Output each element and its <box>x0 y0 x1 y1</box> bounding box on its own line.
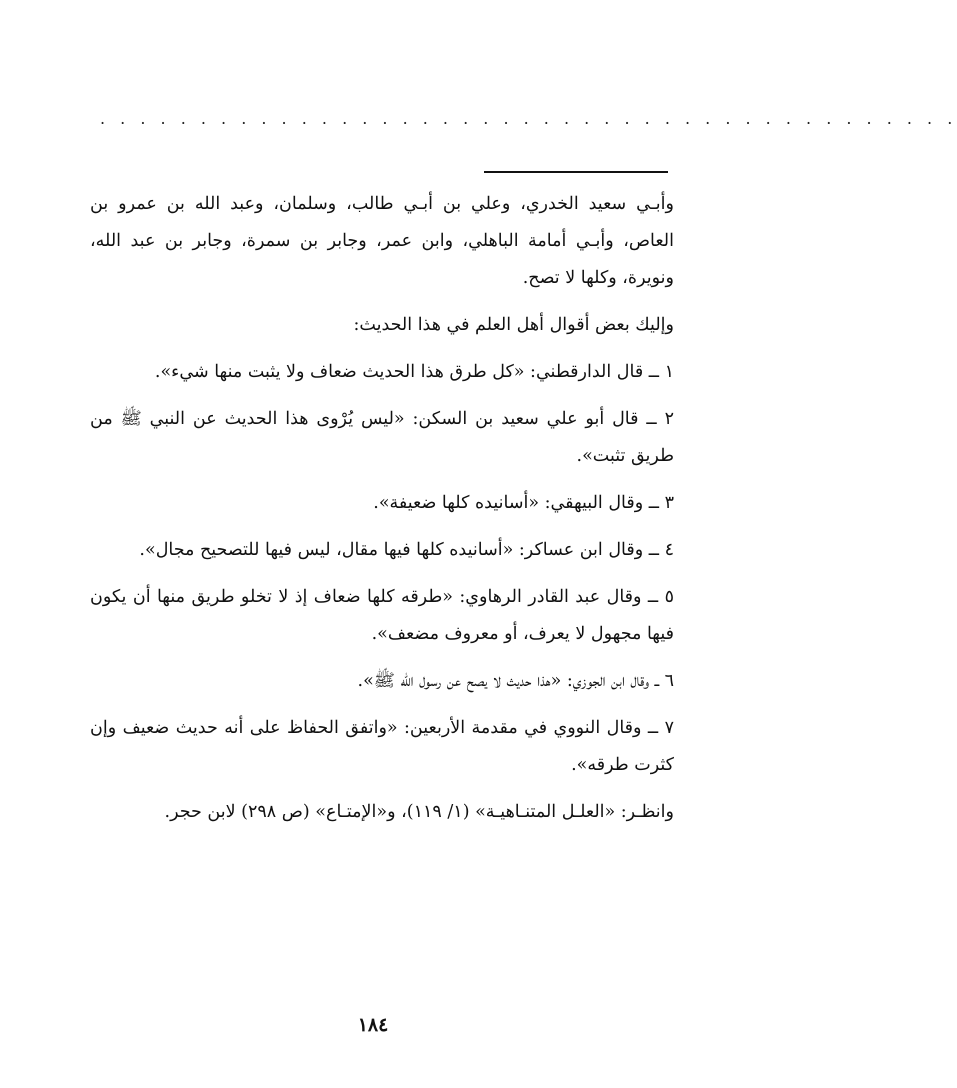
page-number: ١٨٤ <box>357 1014 389 1036</box>
paragraph-references: وانظـر: «العلـل المتنـاهيـة» (١/ ١١٩)، و«الإمتـاع» (ص ٢٩٨) لابن حجر. <box>164 802 674 822</box>
quote-item-3: ٣ ــ وقال البيهقي: «أسانيده كلها ضعيفة». <box>373 493 674 513</box>
paragraph-narrators: وأبـي سعيد الخدري، وعلي بن أبـي طالب، وسلمان، وعبد الله بن عمرو بن العاص، وأبـي أمامة الباهلي، وابن عمر، وجابر بن سمرة، وجابر بن عبد الله، ونويرة، وكلها لا تصح. <box>90 194 674 288</box>
paragraph-intro: وإليك بعض أقوال أهل العلم في هذا الحديث: <box>353 315 674 335</box>
footnote-rule <box>484 171 668 173</box>
quote-item-5: ٥ ــ وقال عبد القادر الرهاوي: «طرقه كلها ضعاف إذ لا تخلو طريق منها أن يكون فيها مجهول لا يعرف، أو معروف مضعف». <box>90 587 674 644</box>
footnote-text <box>90 186 674 841</box>
footnote-dotted-separator: . . . . . . . . . . . . . . . . . . . . . . . . . . . . . . . . . . . . . . . . . . . <box>100 109 957 128</box>
quote-item-2: ٢ ــ قال أبو علي سعيد بن السكن: «ليس يُرْوى هذا الحديث عن النبي ﷺ من طريق تثبت». <box>90 409 674 466</box>
quote-item-7: ٧ ــ وقال النووي في مقدمة الأربعين: «واتفق الحفاظ على أنه حديث ضعيف وإن كثرت طرقه». <box>90 718 674 775</box>
quote-item-6: ٦ ــ وقال ابن الجوزي: «هذا حديث لا يصح عن رسول الله ﷺ». <box>357 671 674 691</box>
quote-item-1: ١ ــ قال الدارقطني: «كل طرق هذا الحديث ضعاف ولا يثبت منها شيء». <box>154 362 674 382</box>
quote-item-4: ٤ ــ وقال ابن عساكر: «أسانيده كلها فيها مقال، ليس فيها للتصحيح مجال». <box>139 540 674 560</box>
